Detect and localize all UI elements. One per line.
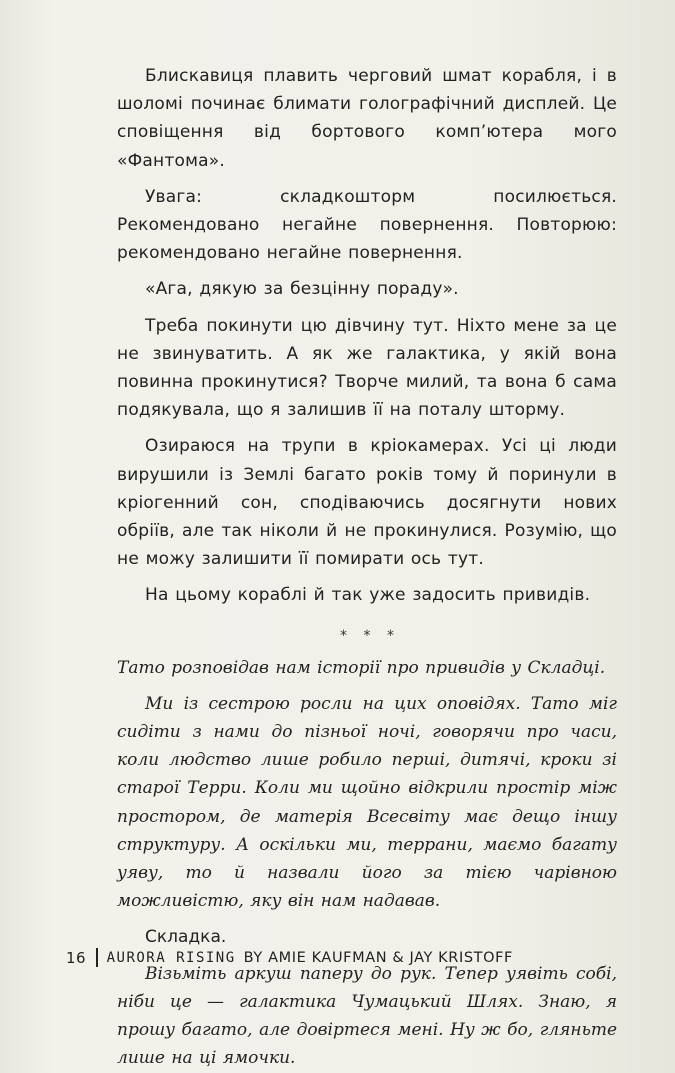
- paragraph: Треба покинути цю дівчину тут. Ніхто мене за це не звинуватить. А як же галактика, у якій вона повинна прокинутися? Творче милий, та вона б сама подякувала, що я залишив її на поталу шторму.: [117, 315, 617, 421]
- footer-divider: [96, 948, 98, 967]
- book-authors: BY AMIE KAUFMAN & JAY KRISTOFF: [243, 949, 513, 966]
- italic-paragraph: Візьміть аркуш паперу до рук. Тепер уявіть собі, ніби це — галактика Чумацький Шлях. Знаю, я прошу багато, але довіртеся мені. Ну ж бо, гляньте лише на ці ямочки.: [117, 963, 617, 1069]
- page-footer: [66, 948, 513, 967]
- narrative-section: [117, 62, 617, 610]
- upright-paragraph: Складка.: [145, 927, 227, 948]
- paragraph: Озираюся на трупи в кріокамерах. Усі ці люди вирушили із Землі багато років тому й поринули в кріогенний сон, сподіваючись досягнути нових обріїв, але так ніколи й не прокинулися. Розумію, що не можу залишити її помирати ось тут.: [117, 436, 617, 570]
- page-text: [117, 62, 617, 1073]
- book-title: AURORA RISING: [106, 949, 236, 966]
- italic-paragraph: Ми із сестрою росли на цих оповідях. Тато міг сидіти з нами до пізньої ночі, говорячи про часи, коли людство лише робило перші, дитячі, кроки зі старої Терри. Коли ми щойно відкрили простір між простором, де матерія Всесвіту має дещо іншу структуру. А оскільки ми, террани, маємо багату уяву, то й назвали його за тією чарівною можливістю, яку він нам надавав.: [117, 693, 617, 912]
- flashback-section: [117, 654, 617, 1073]
- paragraph: Увага: складкошторм посилюється. Рекомендовано негайне повернення. Повторюю: рекомендовано негайне повернення.: [117, 186, 617, 264]
- section-separator: * * *: [340, 627, 400, 644]
- paragraph: «Ага, дякую за безцінну пораду».: [145, 279, 459, 300]
- page-number: 16: [66, 948, 87, 967]
- paragraph: На цьому кораблі й так уже задосить привидів.: [145, 585, 591, 606]
- italic-paragraph: Тато розповідав нам історії про привидів у Складці.: [117, 657, 606, 678]
- paragraph: Блискавиця плавить черговий шмат корабля, і в шоломі починає блимати голографічний дисплей. Це сповіщення від бортового комп’ютера мого «Фантома».: [117, 66, 617, 171]
